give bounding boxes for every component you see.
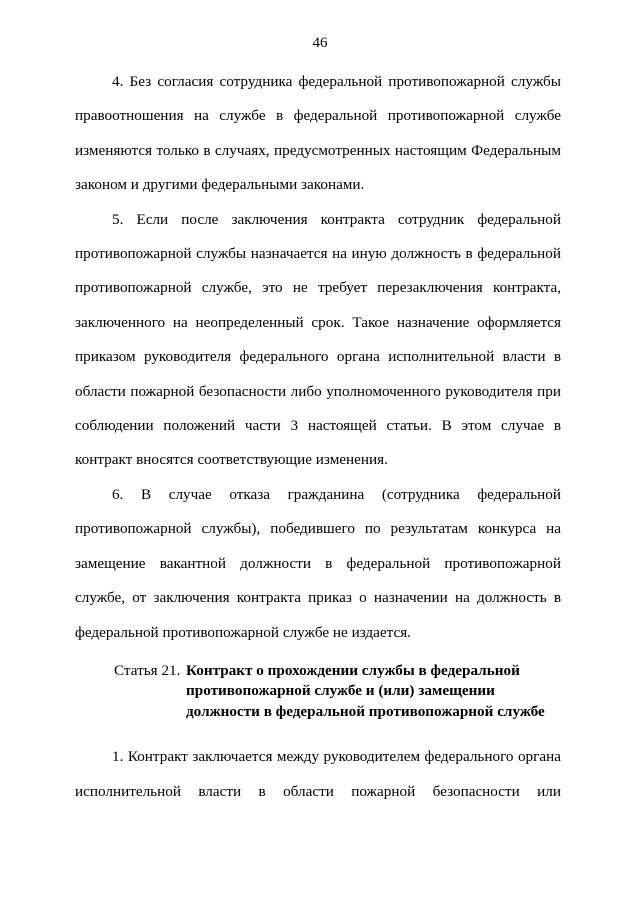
- article-heading: [114, 661, 561, 723]
- paragraph-5: 5. Если после заключения контракта сотрудник федеральной противопожарной службы назначается на иную должность в федеральной противопожарной службе, это не требует перезаключения контракта, заключенного на неопределенный срок. Такое назначение оформляется приказом руководителя федерального органа исполнительной власти в области пожарной безопасности либо уполномоченного руководителя при соблюдении положений части 3 настоящей статьи. В этом случае в контракт вносятся соответствующие изменения.: [75, 210, 561, 469]
- page-number: 46: [312, 35, 328, 51]
- document-body: [75, 65, 561, 809]
- article-title: Контракт о прохождении службы в федеральной противопожарной службе и (или) замещении должности в федеральной противопожарной службе: [186, 661, 545, 720]
- article-number: Статья 21.: [114, 661, 181, 679]
- paragraph-article-21-1: 1. Контракт заключается между руководителем федерального органа исполнительной власти в области пожарной безопасности или: [75, 748, 561, 800]
- paragraph-6: 6. В случае отказа гражданина (сотрудника федеральной противопожарной службы), победившего по результатам конкурса на замещение вакантной должности в федеральной противопожарной службе, от заключения контракта приказ о назначении на должность в федеральной противопожарной службе не издается.: [75, 485, 561, 641]
- paragraph-4: 4. Без согласия сотрудника федеральной противопожарной службы правоотношения на службе в федеральной противопожарной службе изменяются только в случаях, предусмотренных настоящим Федеральным законом и другими федеральными законами.: [75, 73, 561, 194]
